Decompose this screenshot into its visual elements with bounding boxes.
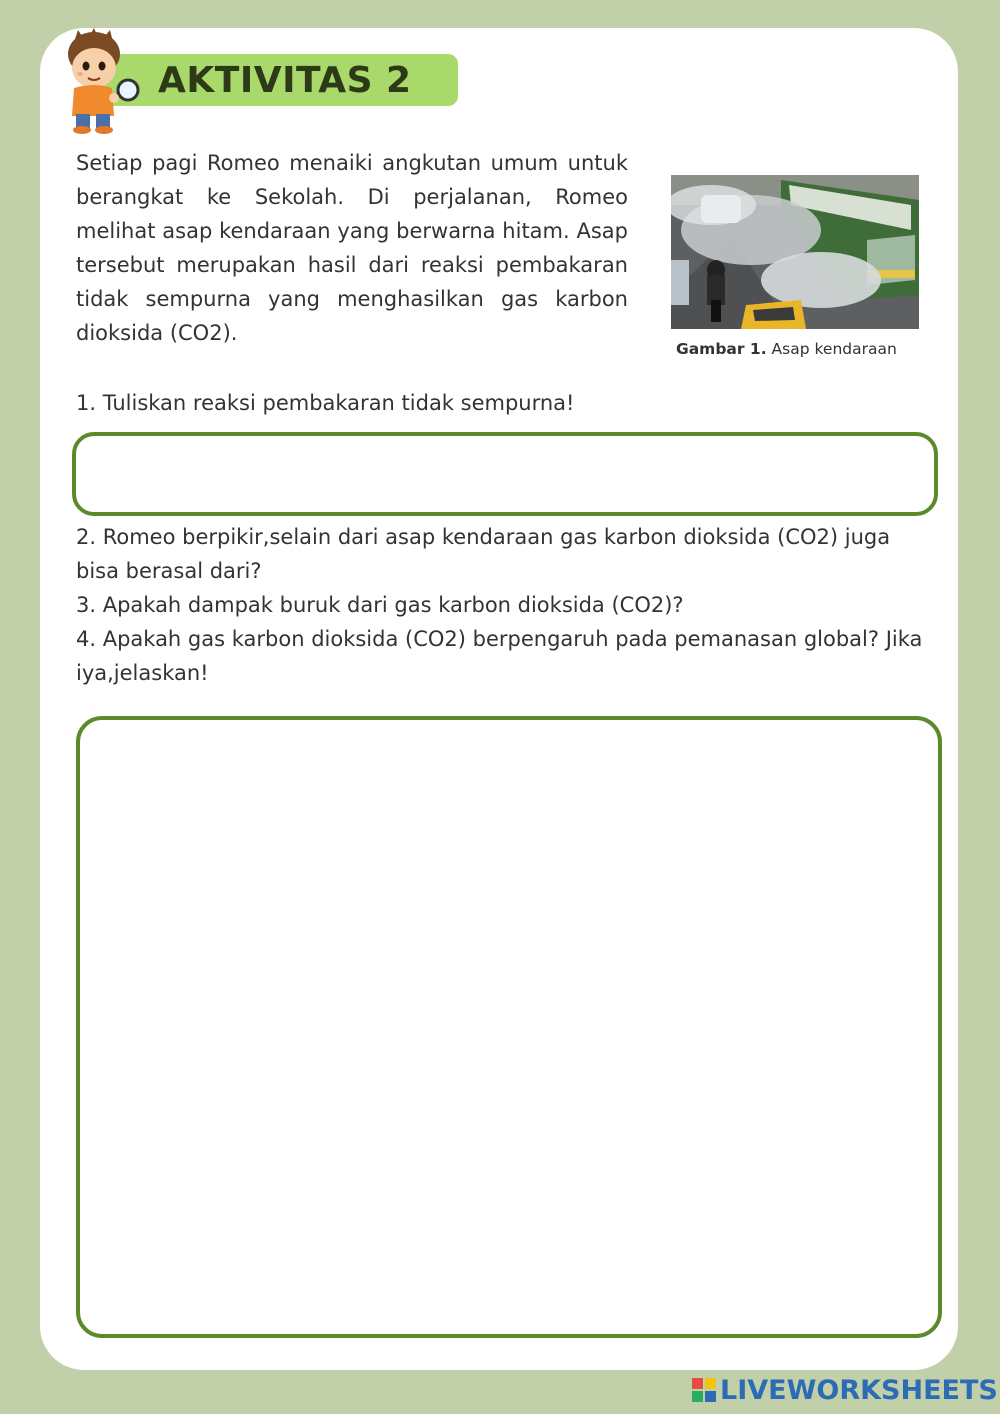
figure-caption	[676, 340, 926, 358]
activity-title: AKTIVITAS 2	[158, 60, 412, 101]
vehicle-smoke-photo	[671, 175, 919, 329]
liveworksheets-logo-icon	[692, 1378, 716, 1402]
question-4: 4. Apakah gas karbon dioksida (CO2) berpengaruh pada pemanasan global? Jika iya,jelaskan!	[76, 627, 923, 685]
caption-label: Gambar 1.	[676, 340, 767, 358]
answer-box-1[interactable]	[72, 432, 938, 516]
kid-with-magnifier-icon	[48, 24, 144, 136]
answer-box-2[interactable]	[76, 716, 942, 1338]
question-2: 2. Romeo berpikir,selain dari asap kendaraan gas karbon dioksida (CO2) juga bisa berasal dari?	[76, 525, 891, 583]
caption-text: Asap kendaraan	[771, 340, 897, 358]
question-1: 1. Tuliskan reaksi pembakaran tidak sempurna!	[76, 391, 575, 415]
brand-footer	[692, 1374, 998, 1406]
questions-block	[76, 520, 936, 690]
question-3: 3. Apakah dampak buruk dari gas karbon dioksida (CO2)?	[76, 593, 684, 617]
brand-name: LIVEWORKSHEETS	[720, 1374, 998, 1406]
story-paragraph: Setiap pagi Romeo menaiki angkutan umum untuk berangkat ke Sekolah. Di perjalanan, Romeo melihat asap kendaraan yang berwarna hitam. Asap tersebut merupakan hasil dari reaksi pembakaran tidak sempurna yang menghasilkan gas karbon dioksida (CO2).	[76, 151, 628, 345]
